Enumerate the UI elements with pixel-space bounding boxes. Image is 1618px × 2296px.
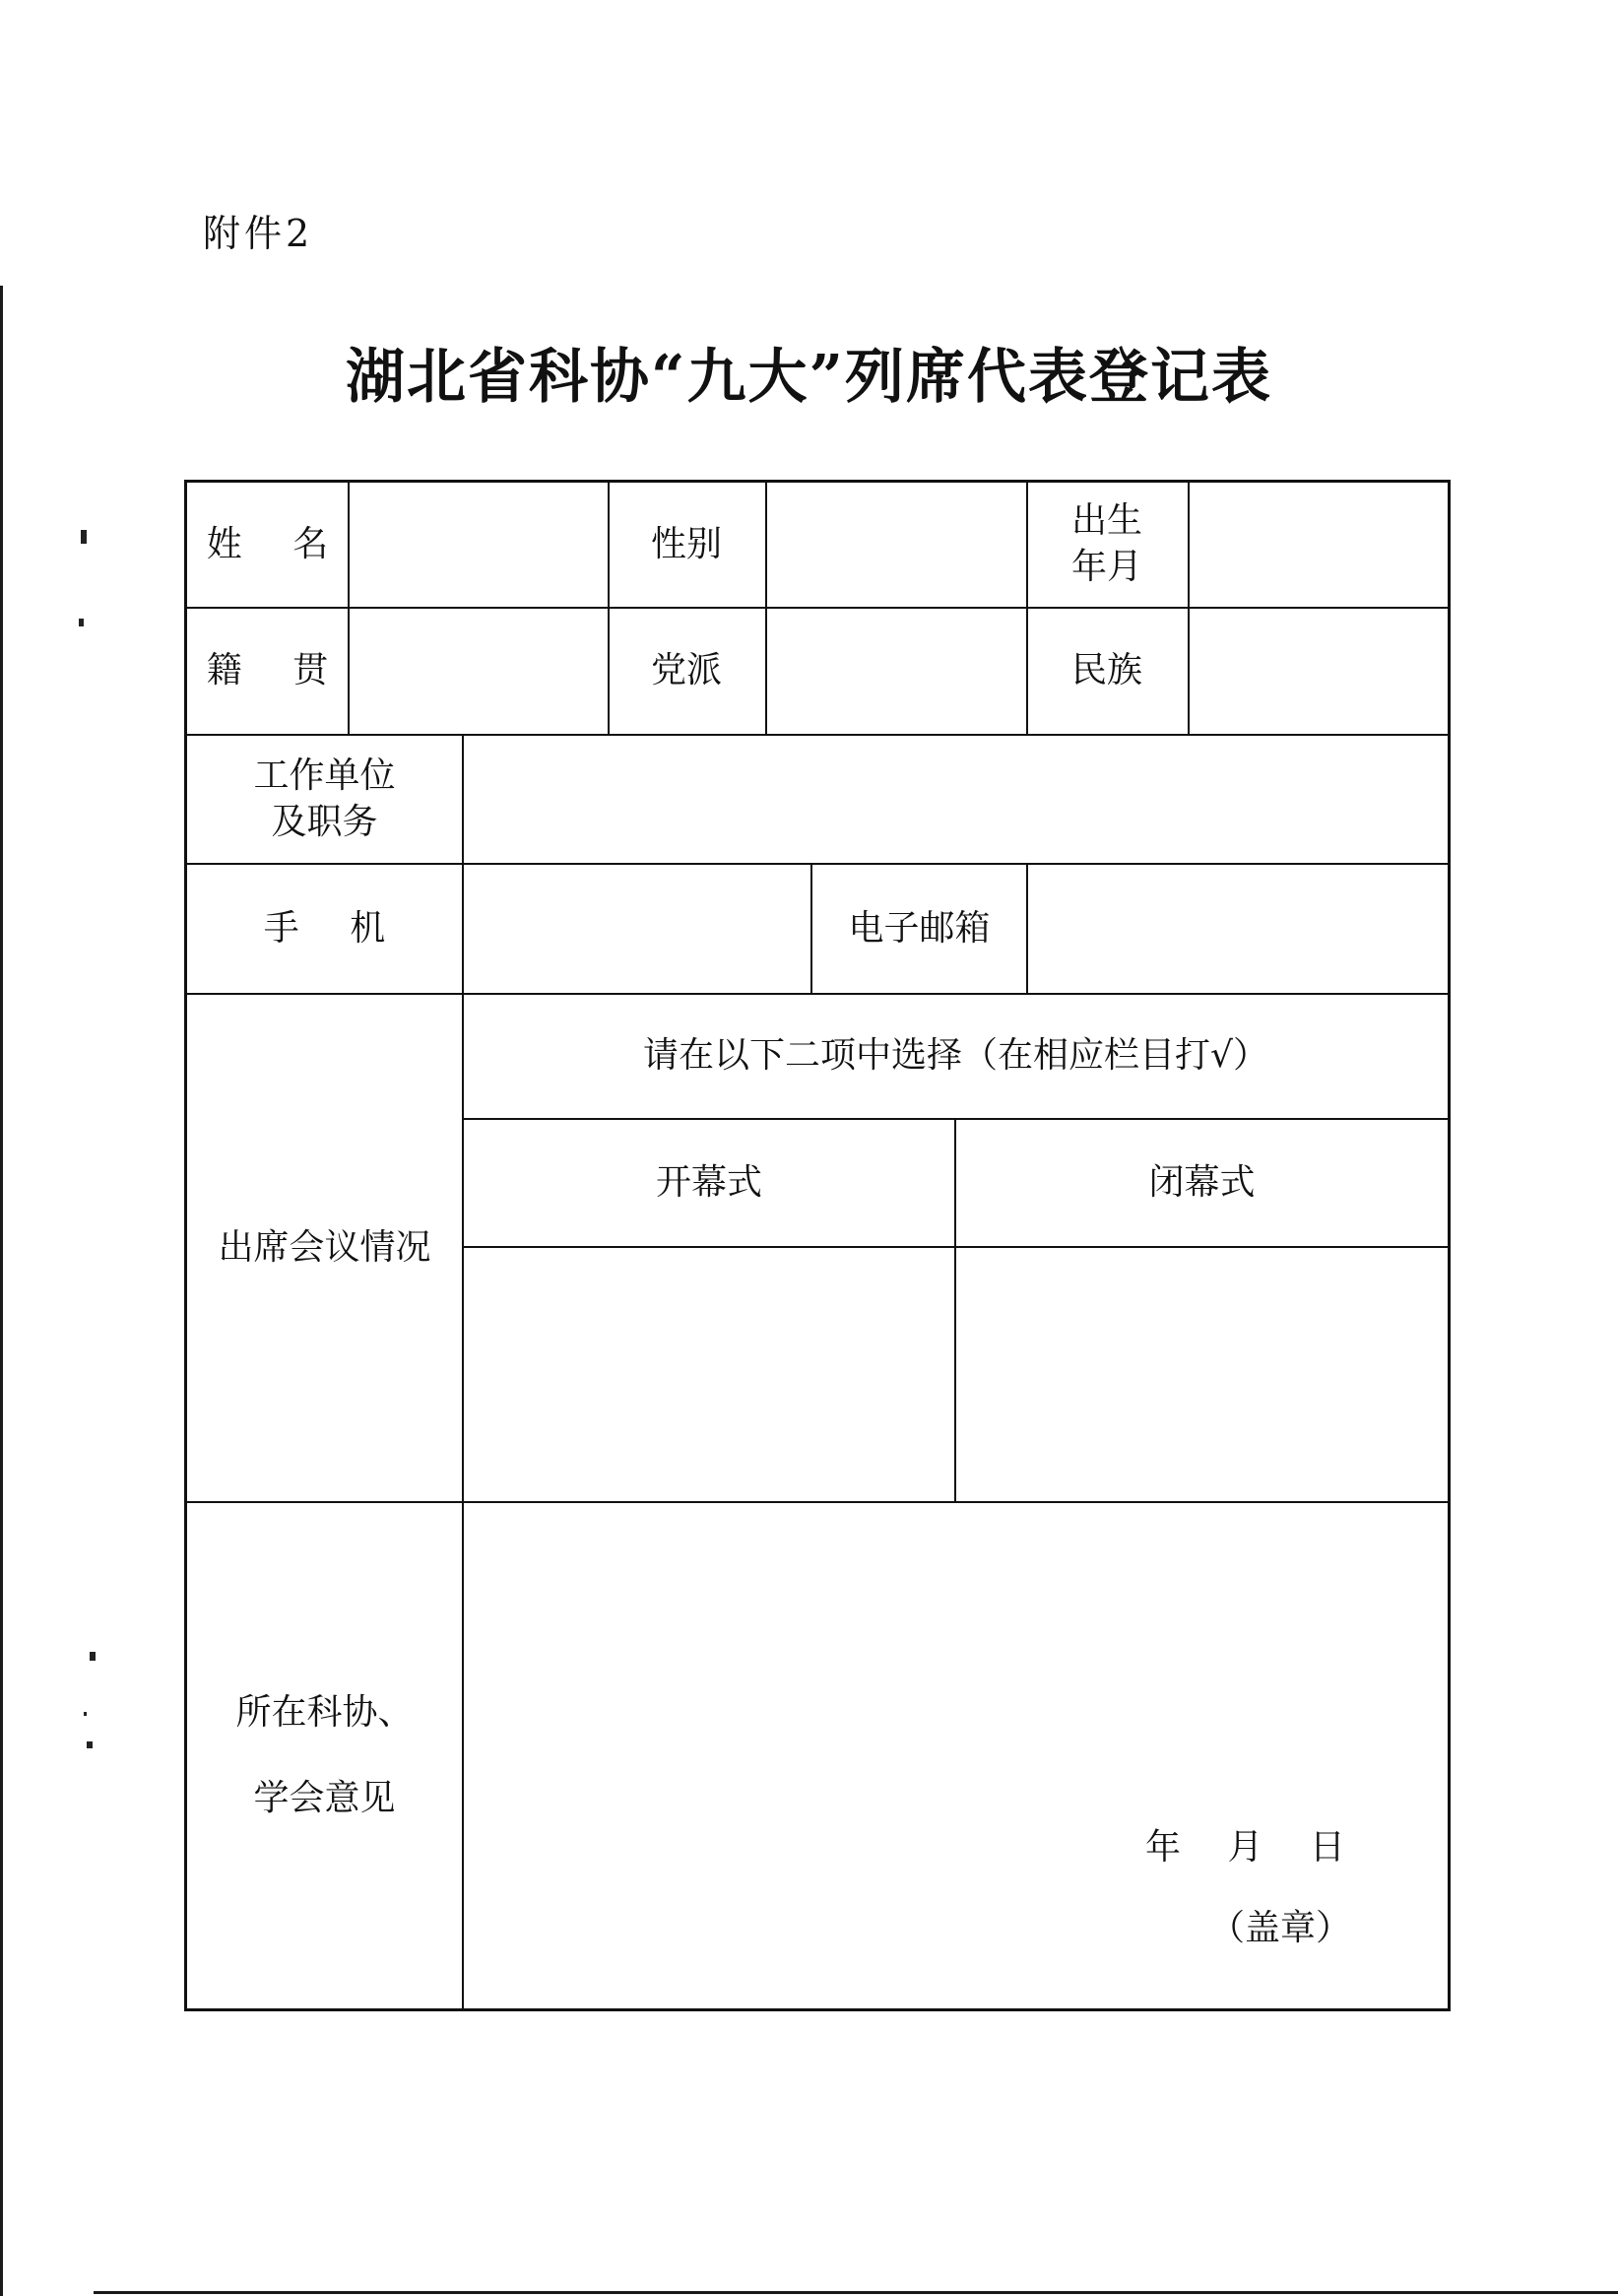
birth-date-field[interactable] [1190,483,1448,607]
party-label: 党派 [650,650,722,691]
birth-date-label: 出生 年月 [1070,500,1142,587]
mobile-label: 手 机 [263,907,386,949]
party-field[interactable] [767,609,1026,734]
ethnicity-field[interactable] [1190,609,1448,734]
scan-speck [79,619,84,626]
ethnicity-label: 民族 [1070,650,1142,691]
email-field[interactable] [1028,865,1448,993]
mobile-field[interactable] [464,865,810,993]
scan-edge-left [0,286,3,2296]
name-field[interactable] [350,483,608,607]
employer-label: 工作单位 及职务 [253,754,396,842]
opening-ceremony-checkbox-cell[interactable] [464,1248,954,1501]
opening-ceremony-label: 开幕式 [655,1161,762,1203]
scan-speck [87,1741,93,1748]
page-title: 湖北省科协“九大”列席代表登记表 [345,343,1273,412]
attachment-label: 附件2 [203,212,314,255]
scan-speck [84,1712,87,1716]
closing-ceremony-checkbox-cell[interactable] [956,1248,1448,1501]
gender-label: 性别 [650,523,722,564]
native-place-label: 籍 贯 [206,650,329,691]
closing-ceremony-label: 闭幕式 [1148,1161,1256,1203]
scan-speck [90,1652,96,1661]
scan-edge-bottom [94,2291,1618,2294]
native-place-field[interactable] [350,609,608,734]
registration-form [184,480,1451,2011]
seal-label: （盖章） [1209,1908,1352,1948]
name-label: 姓 名 [206,523,329,564]
email-label: 电子邮箱 [848,907,991,949]
gender-field[interactable] [767,483,1026,607]
opinion-label: 所在科协、 学会意见 [235,1692,414,1818]
date-line: 年 月 日 [1145,1827,1345,1868]
employer-field[interactable] [464,736,1448,863]
attendance-label: 出席会议情况 [218,1226,431,1268]
attendance-instruction: 请在以下二项中选择（在相应栏目打√） [643,1035,1268,1077]
scan-speck [81,530,87,544]
